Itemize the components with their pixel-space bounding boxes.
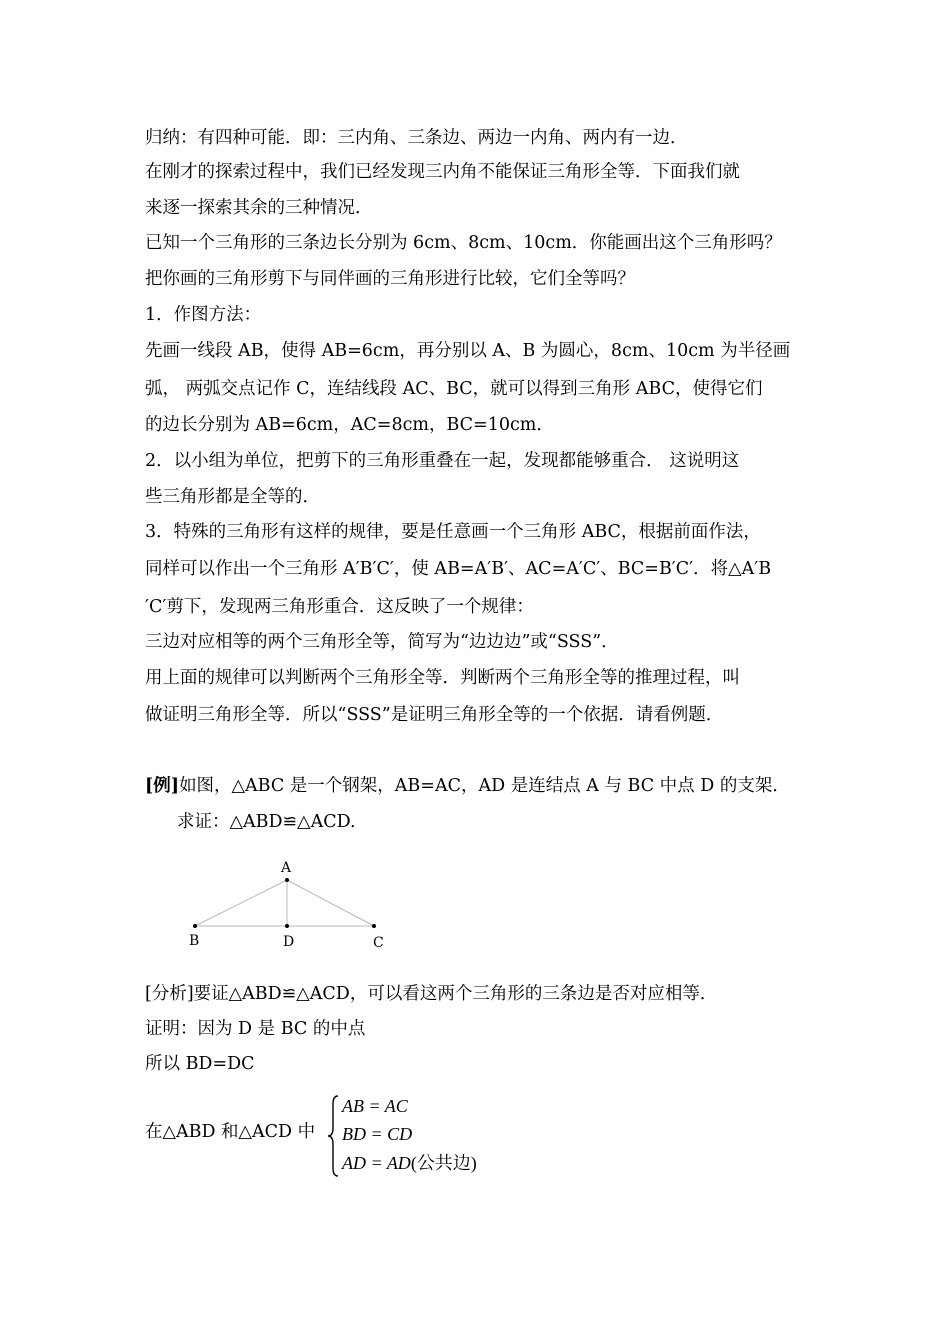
label-a: A [281,860,292,876]
text-line-12: 3．特殊的三角形有这样的规律，要是任意画一个三角形 ABC，根据前面作法， [145,522,761,542]
example-prove: 求证：△ABD≌△ACD. [177,812,356,832]
segment-ab [195,880,287,926]
text-line-9: 的边长分别为 AB=6cm，AC=8cm，BC=10cm． [145,415,554,435]
text-line-2: 在刚才的探索过程中，我们已经发现三内角不能保证三角形全等．下面我们就 [145,162,740,182]
label-c: C [373,935,384,951]
text-line-7: 先画一线段 AB，使得 AB=6cm，再分别以 A、B 为圆心，8cm、10cm 为半径画 [145,341,791,361]
text-line-16: 用上面的规律可以判断两个三角形全等．判断两个三角形全等的推理过程，叫 [145,668,740,688]
equation-3 [342,1151,477,1175]
left-brace [325,1094,341,1178]
equation-3-note: (公共边) [410,1153,477,1173]
text-line-13: 同样可以作出一个三角形 A′B′C′，使 AB=A′B′、AC=A′C′、BC=B′C′．将△A′B [145,559,772,579]
point-a [285,878,289,882]
text-line-15: 三边对应相等的两个三角形全等，简写为“边边边”或“SSS”． [145,632,619,652]
triangle-figure [180,852,400,957]
point-c [372,924,376,928]
segment-ac [287,880,374,926]
example-text: 如图，△ABC 是一个钢架，AB=AC，AD 是连结点 A 与 BC 中点 D 的支架． [179,776,790,796]
example-tag: [例] [145,776,180,796]
text-line-1: 归纳：有四种可能．即：三内角、三条边、两边一内角、两内有一边． [145,128,688,148]
text-line-5: 把你画的三角形剪下与同伴画的三角形进行比较，它们全等吗？ [145,269,635,289]
label-b: B [189,933,200,949]
equation-3-main: AD = AD [342,1153,411,1173]
text-line-6: 1．作图方法： [145,305,262,325]
text-line-8: 弧， 两弧交点记作 C，连结线段 AC、BC，就可以得到三角形 ABC，使得它们 [145,379,763,399]
point-d [285,924,289,928]
proof-line-1: 证明：因为 D 是 BC 的中点 [145,1019,366,1039]
text-line-14: ′C′剪下，发现两三角形重合．这反映了一个规律： [145,597,534,617]
proof-line-2: 所以 BD=DC [145,1054,255,1074]
text-line-17: 做证明三角形全等．所以“SSS”是证明三角形全等的一个依据．请看例题． [145,705,724,725]
point-b [193,924,197,928]
text-line-11: 些三角形都是全等的． [145,487,320,507]
example-statement [145,774,790,798]
label-d: D [283,934,295,950]
text-line-10: 2．以小组为单位，把剪下的三角形重叠在一起，发现都能够重合． 这说明这 [145,451,740,471]
text-line-3: 来逐一探索其余的三种情况． [145,198,373,218]
text-line-4: 已知一个三角形的三条边长分别为 6cm、8cm、10cm．你能画出这个三角形吗？ [145,233,782,253]
system-label: 在△ABD 和△ACD 中 [145,1122,316,1142]
analysis-text: [分析]要证△ABD≌△ACD，可以看这两个三角形的三条边是否对应相等． [145,984,718,1004]
equation-2: BD = CD [342,1124,413,1144]
equation-1: AB = AC [342,1096,408,1116]
